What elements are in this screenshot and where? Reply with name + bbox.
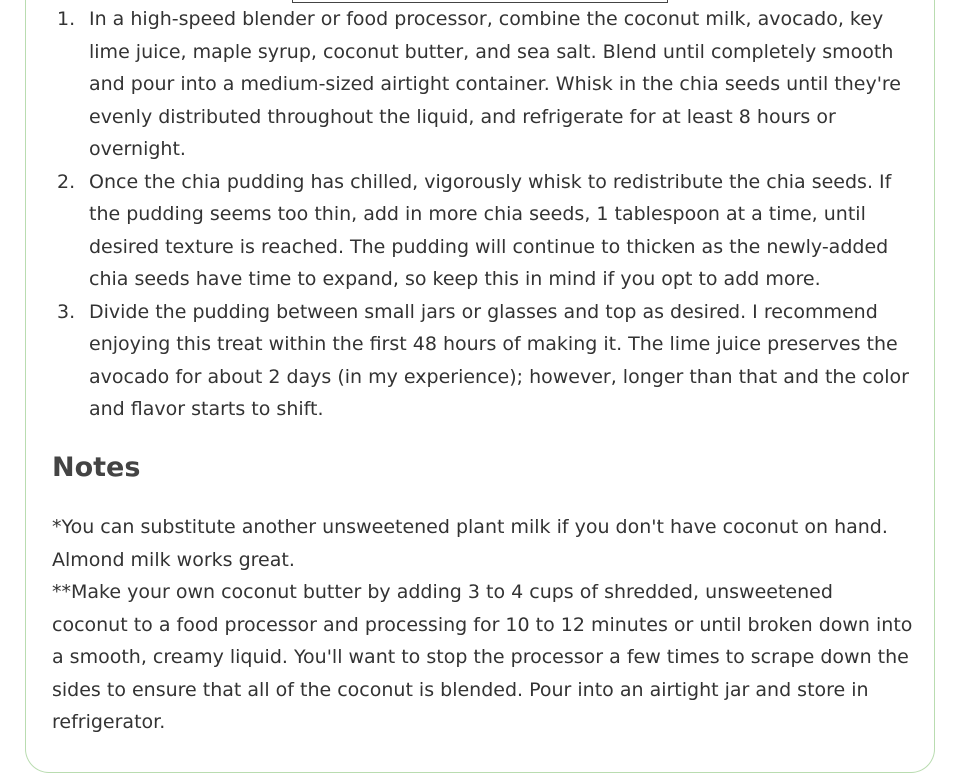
instruction-step — [50, 3, 910, 166]
step-number: 2. — [57, 170, 76, 193]
instruction-step — [50, 296, 910, 426]
instructions-list — [50, 3, 910, 426]
instruction-step — [50, 166, 910, 296]
step-text: Once the chia pudding has chilled, vigorously whisk to redistribute the chia seeds. If the pudding seems too thin, add in more chia seeds, 1 tablespoon at a time, until desired texture is reached. The pudding will continue to thicken as the newly-added chia seeds have time to expand, so keep this in mind if you opt to add more. — [89, 170, 892, 290]
note-paragraph: **Make your own coconut butter by adding 3 to 4 cups of shredded, unsweetened coconut to a food processor and processing for 10 to 12 minutes or until broken down into a smooth, creamy liquid. You'll want to stop the processor a few times to scrape down the sides to ensure that all of the coconut is blended. Pour into an airtight jar and store in refrigerator. — [52, 581, 913, 733]
step-text: Divide the pudding between small jars or glasses and top as desired. I recommend enjoying this treat within the first 48 hours of making it. The lime juice preserves the avocado for about 2 days (in my experience); however, longer than that and the color and flavor starts to shift. — [89, 300, 909, 420]
step-number: 3. — [57, 300, 76, 323]
step-number: 1. — [57, 8, 76, 30]
notes-heading: Notes — [52, 452, 141, 483]
note-paragraph: *You can substitute another unsweetened plant milk if you don't have coconut on hand. Almond milk works great. — [52, 516, 888, 571]
notes-body — [52, 511, 914, 739]
step-text: In a high-speed blender or food processor, combine the coconut milk, avocado, key lime juice, maple syrup, coconut butter, and sea salt. Blend until completely smooth and pour into a medium-sized airtight container. Whisk in the chia seeds until they're evenly distributed throughout the liquid, and refrigerate for at least 8 hours or overnight. — [89, 8, 901, 160]
